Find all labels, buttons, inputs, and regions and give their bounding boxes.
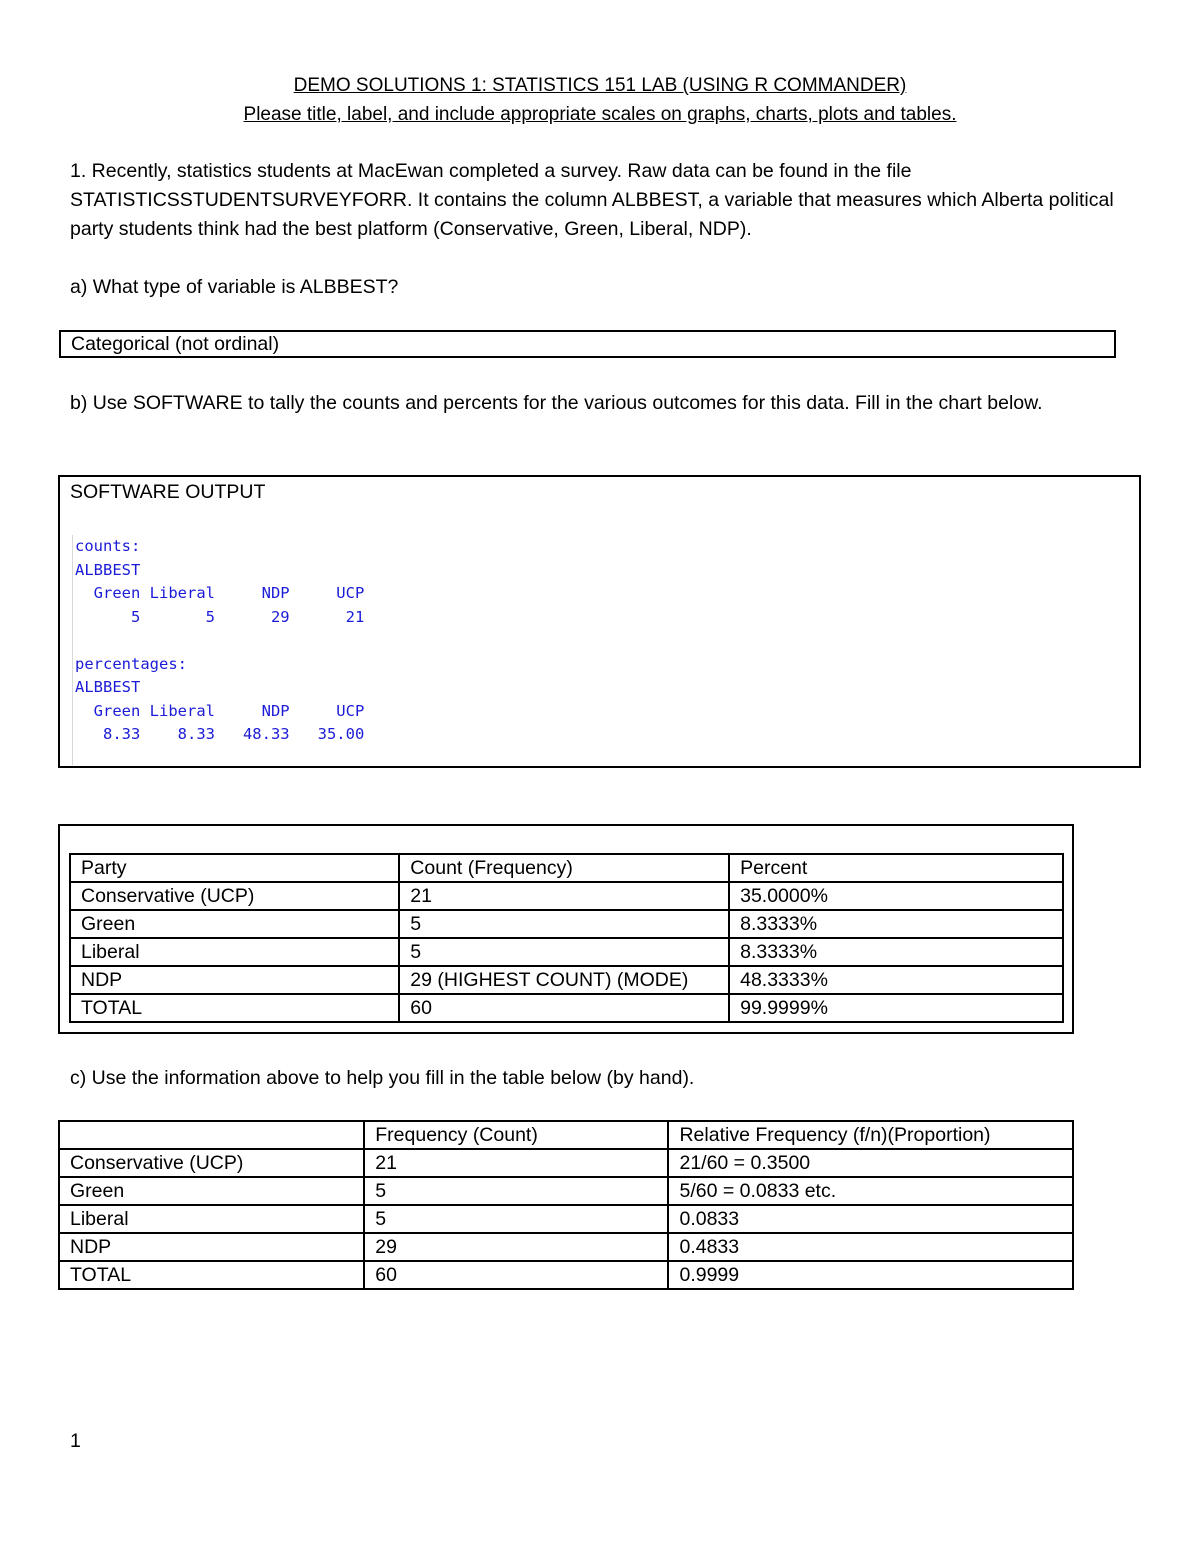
table-header-row xyxy=(70,854,1063,882)
table-cell: 0.4833 xyxy=(668,1233,1073,1261)
table-header-cell: Count (Frequency) xyxy=(399,854,729,882)
r-output-line: 8.33 8.33 48.33 35.00 xyxy=(75,725,365,743)
table-cell: 5 xyxy=(364,1177,668,1205)
table-cell: Conservative (UCP) xyxy=(59,1149,364,1177)
table-row xyxy=(70,966,1063,994)
table-cell: 0.0833 xyxy=(668,1205,1073,1233)
software-output-box xyxy=(58,475,1141,768)
table-cell: Conservative (UCP) xyxy=(70,882,399,910)
table-row xyxy=(70,882,1063,910)
question-1-text: 1. Recently, statistics students at MacEwan completed a survey. Raw data can be found in the file STATISTICSSTUDENTSURVEYFORR. It contains the column ALBBEST, a variable that measures which Alberta political party students think had the best platform (Conservative, Green, Liberal, NDP). xyxy=(70,160,1114,240)
table-cell: NDP xyxy=(70,966,399,994)
table-cell: 60 xyxy=(399,994,729,1022)
page-subtitle: Please title, label, and include appropriate scales on graphs, charts, plots and tables. xyxy=(243,104,957,125)
answer-a-box: Categorical (not ordinal) xyxy=(59,330,1116,358)
r-output-line: Green Liberal NDP UCP xyxy=(75,584,365,602)
table-row xyxy=(70,910,1063,938)
table-cell: 8.3333% xyxy=(729,910,1063,938)
table-cell: 29 (HIGHEST COUNT) (MODE) xyxy=(399,966,729,994)
table-cell: 5 xyxy=(364,1205,668,1233)
r-output-line: Green Liberal NDP UCP xyxy=(75,701,365,720)
table-cell: 21 xyxy=(364,1149,668,1177)
table-row xyxy=(59,1233,1073,1261)
table-row xyxy=(70,938,1063,966)
table-cell: NDP xyxy=(59,1233,364,1261)
software-output-title: SOFTWARE OUTPUT xyxy=(70,481,266,503)
question-b-text: b) Use SOFTWARE to tally the counts and percents for the various outcomes for this data. Fill in the chart below. xyxy=(70,392,1043,414)
r-output-line: ALBBEST xyxy=(75,560,141,579)
r-output-line: percentages: xyxy=(75,654,187,673)
page-title: DEMO SOLUTIONS 1: STATISTICS 151 LAB (USING R COMMANDER) xyxy=(293,75,907,96)
table-cell: 0.9999 xyxy=(668,1261,1073,1289)
r-console-output xyxy=(72,535,364,765)
table-cell: 5 xyxy=(399,938,729,966)
table-cell: 5 xyxy=(399,910,729,938)
table-cell: 60 xyxy=(364,1261,668,1289)
r-output-line xyxy=(75,629,364,653)
table-cell: 8.3333% xyxy=(729,938,1063,966)
table-row xyxy=(59,1205,1073,1233)
table-cell: 35.0000% xyxy=(729,882,1063,910)
counts-percent-table xyxy=(69,853,1064,1023)
table-cell: TOTAL xyxy=(70,994,399,1022)
table-header-cell: Percent xyxy=(729,854,1063,882)
table-cell: 29 xyxy=(364,1233,668,1261)
table-cell: 5/60 = 0.0833 etc. xyxy=(668,1177,1073,1205)
table-header-row xyxy=(59,1121,1073,1149)
table-row xyxy=(59,1261,1073,1289)
table-cell: Liberal xyxy=(70,938,399,966)
r-output-line: counts: xyxy=(75,537,141,555)
table-row xyxy=(59,1177,1073,1205)
table-cell: 21 xyxy=(399,882,729,910)
r-output-line: ALBBEST xyxy=(75,678,141,696)
table-row xyxy=(59,1149,1073,1177)
table-cell: Green xyxy=(70,910,399,938)
table-header-cell xyxy=(59,1121,364,1149)
relative-frequency-table xyxy=(58,1120,1074,1290)
table-row xyxy=(70,994,1063,1022)
question-c-text: c) Use the information above to help you fill in the table below (by hand). xyxy=(70,1067,695,1089)
table-cell: 48.3333% xyxy=(729,966,1063,994)
table-cell: TOTAL xyxy=(59,1261,364,1289)
table-header-cell: Relative Frequency (f/n)(Proportion) xyxy=(668,1121,1073,1149)
table-cell: 21/60 = 0.3500 xyxy=(668,1149,1073,1177)
r-output-line: 5 5 29 21 xyxy=(75,607,365,626)
page-number: 1 xyxy=(70,1430,81,1452)
table-header-cell: Frequency (Count) xyxy=(364,1121,668,1149)
table-cell: Green xyxy=(59,1177,364,1205)
table-header-cell: Party xyxy=(70,854,399,882)
question-a-text: a) What type of variable is ALBBEST? xyxy=(70,276,399,298)
table-cell: Liberal xyxy=(59,1205,364,1233)
table-cell: 99.9999% xyxy=(729,994,1063,1022)
